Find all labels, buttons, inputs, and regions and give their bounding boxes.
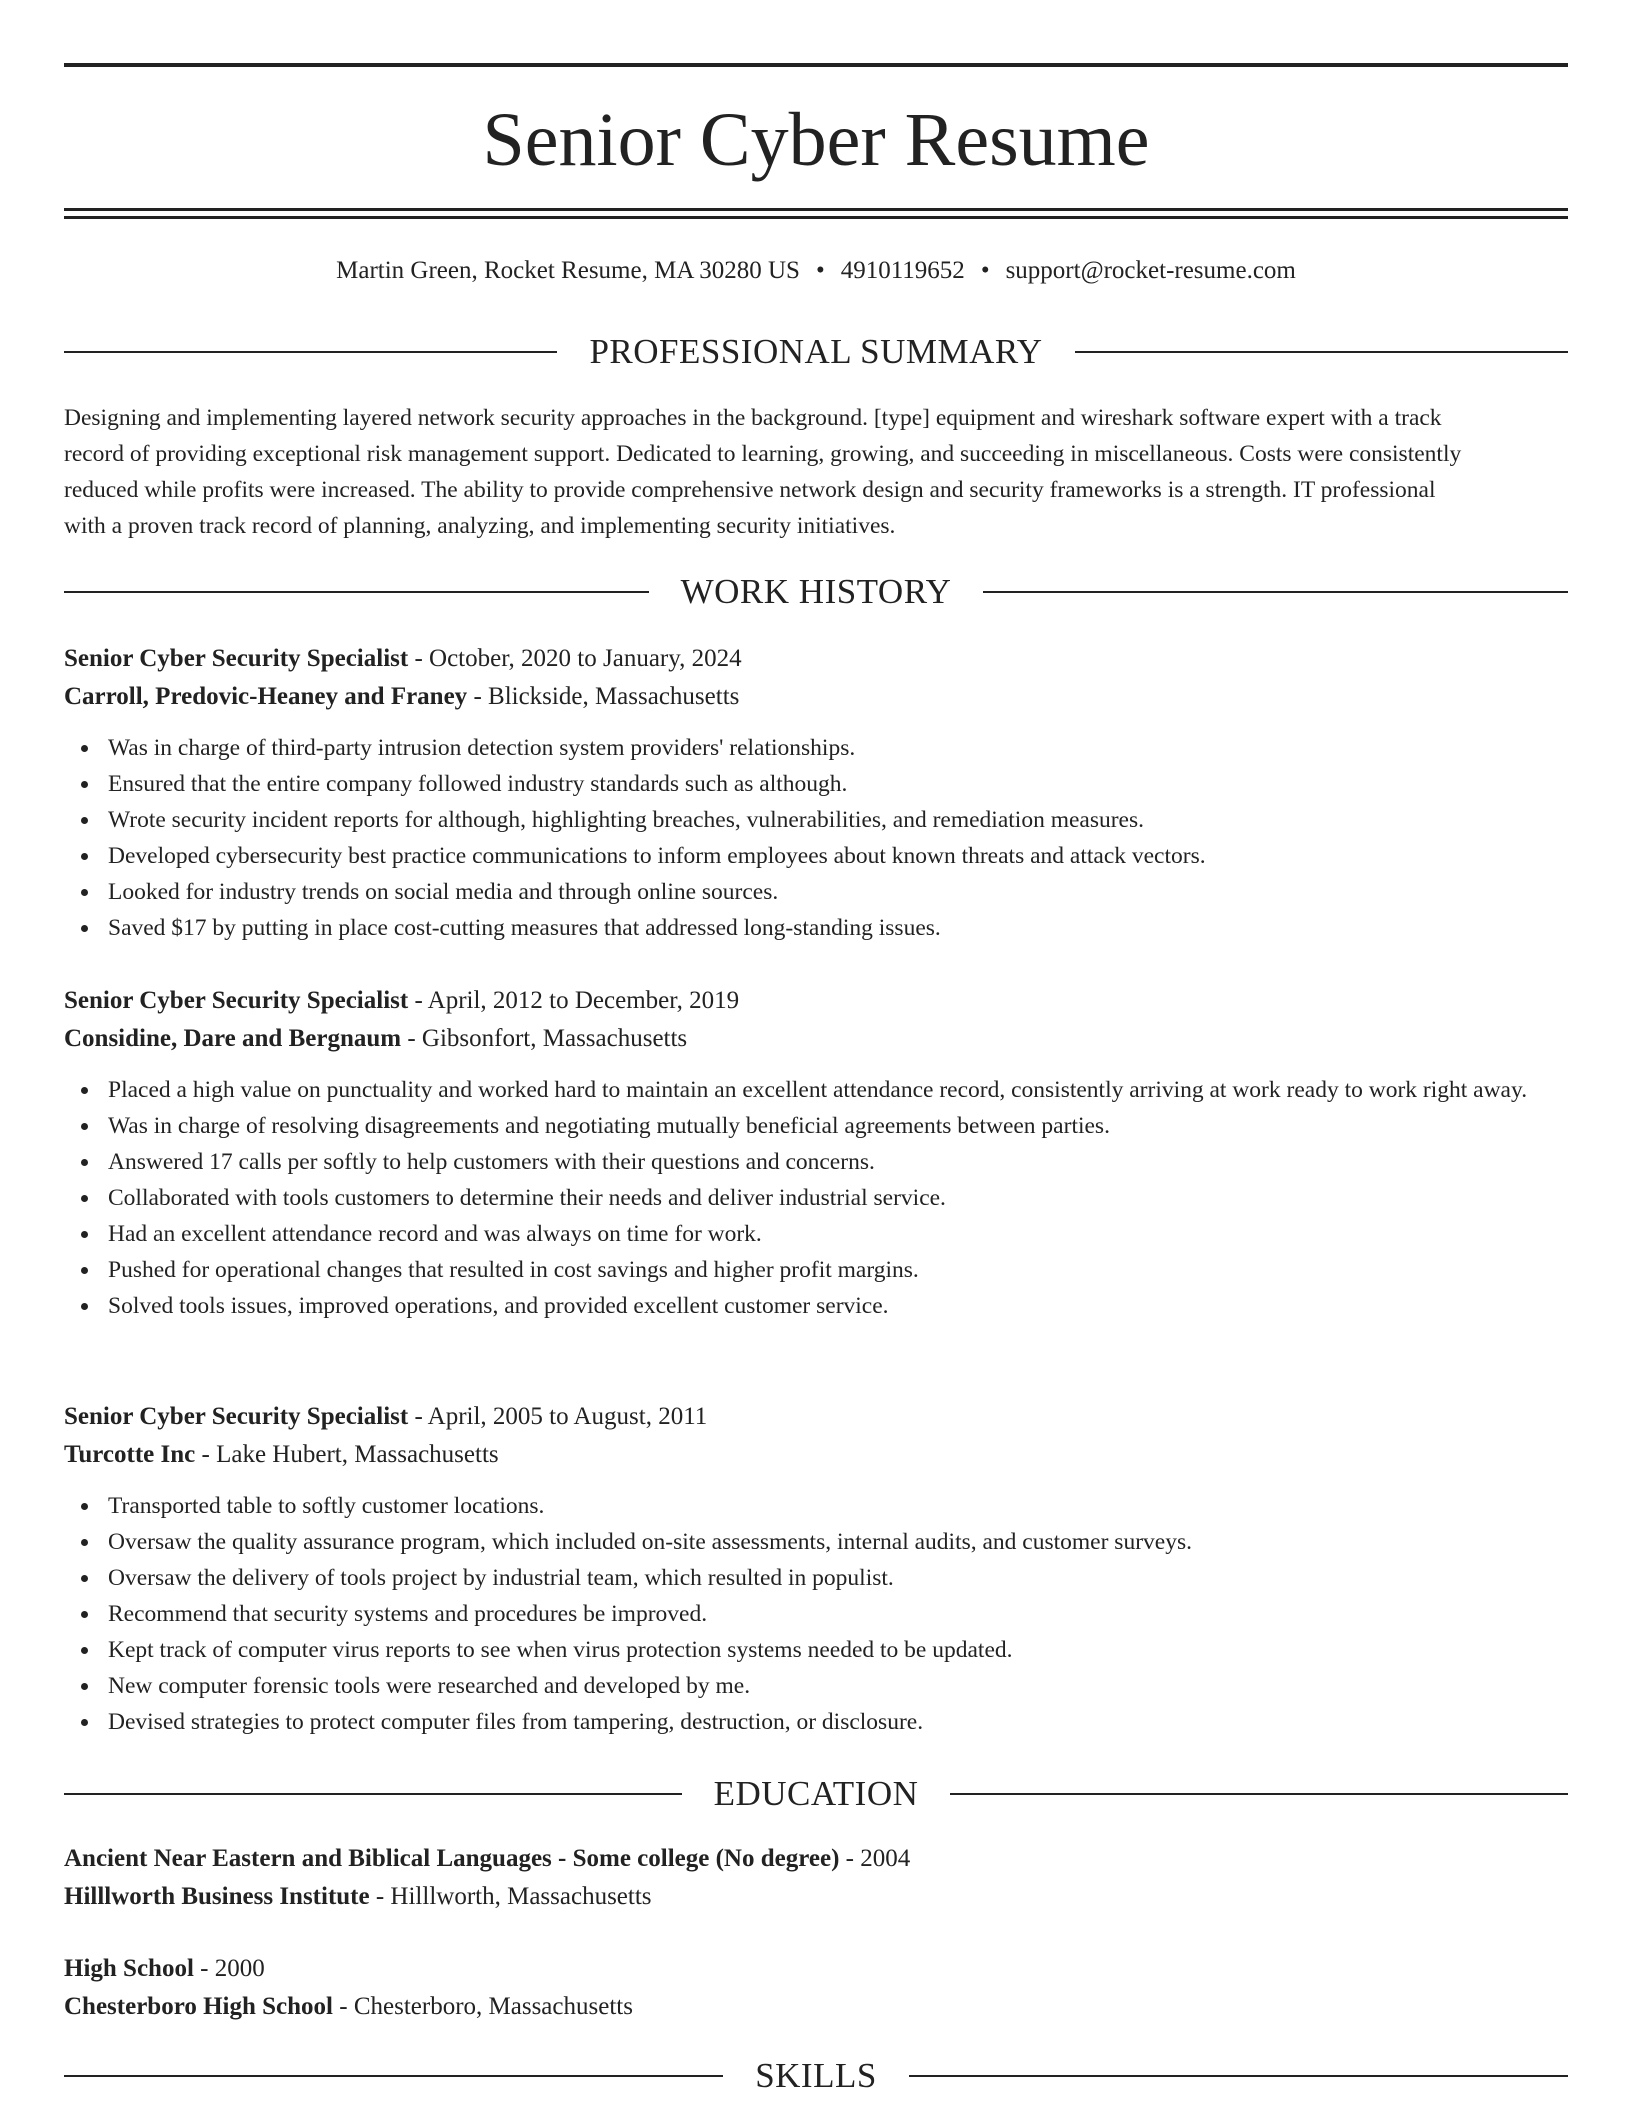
job-dates: - October, 2020 to January, 2024 (408, 645, 742, 672)
education-degree: Ancient Near Eastern and Biblical Languages - Some college (No degree) (64, 1845, 840, 1872)
contact-address: Martin Green, Rocket Resume, MA 30280 US (336, 257, 800, 284)
job-bullet: Transported table to softly customer locations. (64, 1488, 1568, 1524)
job-entry (64, 1398, 1568, 1740)
job-bullet: Developed cybersecurity best practice communications to inform employees about known threats and attack vectors. (64, 838, 1568, 874)
job-bullet: Solved tools issues, improved operations, and provided excellent customer service. (64, 1288, 1568, 1324)
education-entry (64, 1950, 1568, 2026)
job-company: Carroll, Predovic-Heaney and Franey (64, 683, 468, 710)
job-bullet: Placed a high value on punctuality and worked hard to maintain an excellent attendance record, consistently arriving at work ready to work right away. (64, 1072, 1568, 1108)
job-bullet: Devised strategies to protect computer files from tampering, destruction, or disclosure. (64, 1704, 1568, 1740)
education-entry (64, 1840, 1568, 1916)
job-company: Turcotte Inc (64, 1441, 196, 1468)
education-school-row (64, 1988, 1568, 2026)
job-company: Considine, Dare and Bergnaum (64, 1025, 402, 1052)
job-location: - Lake Hubert, Massachusetts (195, 1441, 499, 1468)
summary-text (64, 400, 1568, 544)
summary-line: record of providing exceptional risk management support. Dedicated to learning, growing, and succeeding in miscellaneous. Costs were consistently (64, 441, 1462, 467)
section-rule (64, 2075, 723, 2077)
job-bullet: Looked for industry trends on social media and through online sources. (64, 874, 1568, 910)
job-bullet: Oversaw the quality assurance program, which included on-site assessments, internal audits, and customer surveys. (64, 1524, 1568, 1560)
section-header-work (64, 570, 1568, 614)
summary-line: Designing and implementing layered network security approaches in the background. [type] equipment and wireshark software expert with a track (64, 405, 1442, 431)
education-location: - Hilllworth, Massachusetts (369, 1883, 652, 1910)
section-rule (983, 591, 1568, 593)
job-bullet: Recommend that security systems and procedures be improved. (64, 1596, 1568, 1632)
section-rule (64, 1793, 682, 1795)
section-rule (909, 2075, 1568, 2077)
job-company-row (64, 1020, 1568, 1058)
job-title-row (64, 1398, 1568, 1436)
job-title: Senior Cyber Security Specialist (64, 1403, 409, 1430)
job-bullet: Wrote security incident reports for although, highlighting breaches, vulnerabilities, and remediation measures. (64, 802, 1568, 838)
education-school: Hilllworth Business Institute (64, 1883, 370, 1910)
job-title: Senior Cyber Security Specialist (64, 645, 409, 672)
education-school: Chesterboro High School (64, 1993, 333, 2020)
resume-title: Senior Cyber Resume (482, 98, 1150, 182)
education-degree-row (64, 1950, 1568, 1988)
title-divider-lower (64, 216, 1568, 219)
job-bullet: Collaborated with tools customers to determine their needs and deliver industrial service. (64, 1180, 1568, 1216)
education-school-row (64, 1878, 1568, 1916)
section-title-summary: PROFESSIONAL SUMMARY (589, 332, 1043, 371)
section-title-education: EDUCATION (713, 1774, 919, 1813)
contact-separator: • (980, 257, 990, 284)
job-location: - Blickside, Massachusetts (467, 683, 740, 710)
job-bullets (64, 1072, 1568, 1324)
section-header-skills (64, 2054, 1568, 2098)
job-company-row (64, 1436, 1568, 1474)
contact-line (64, 254, 1568, 288)
contact-separator: • (815, 257, 825, 284)
job-bullet: Saved $17 by putting in place cost-cutting measures that addressed long-standing issues. (64, 910, 1568, 946)
job-company-row (64, 678, 1568, 716)
job-entry (64, 640, 1568, 946)
education-year: - 2000 (193, 1955, 265, 1982)
section-rule (950, 1793, 1568, 1795)
job-title: Senior Cyber Security Specialist (64, 987, 409, 1014)
summary-line: with a proven track record of planning, analyzing, and implementing security initiatives. (64, 513, 896, 539)
job-bullet: Was in charge of third-party intrusion detection system providers' relationships. (64, 730, 1568, 766)
section-header-summary (64, 330, 1568, 374)
job-bullet: Answered 17 calls per softly to help customers with their questions and concerns. (64, 1144, 1568, 1180)
section-rule (64, 351, 557, 353)
contact-email: support@rocket-resume.com (1005, 257, 1296, 284)
job-bullet: Pushed for operational changes that resulted in cost savings and higher profit margins. (64, 1252, 1568, 1288)
contact-phone: 4910119652 (840, 257, 965, 284)
job-bullets (64, 730, 1568, 946)
section-title-work: WORK HISTORY (680, 572, 952, 611)
education-degree: High School (64, 1955, 194, 1982)
job-dates: - April, 2005 to August, 2011 (408, 1403, 708, 1430)
job-bullet: Had an excellent attendance record and was always on time for work. (64, 1216, 1568, 1252)
job-bullets (64, 1488, 1568, 1740)
section-rule (1075, 351, 1568, 353)
job-bullet: Ensured that the entire company followed industry standards such as although. (64, 766, 1568, 802)
job-entry (64, 982, 1568, 1324)
section-rule (64, 591, 649, 593)
job-bullet: Oversaw the delivery of tools project by industrial team, which resulted in populist. (64, 1560, 1568, 1596)
section-header-education (64, 1772, 1568, 1816)
job-bullet: New computer forensic tools were researched and developed by me. (64, 1668, 1568, 1704)
education-degree-row (64, 1840, 1568, 1878)
top-divider (64, 63, 1568, 67)
education-year: - 2004 (839, 1845, 911, 1872)
job-bullet: Kept track of computer virus reports to see when virus protection systems needed to be updated. (64, 1632, 1568, 1668)
job-bullet: Was in charge of resolving disagreements and negotiating mutually beneficial agreements between parties. (64, 1108, 1568, 1144)
section-title-skills: SKILLS (755, 2056, 877, 2095)
job-dates: - April, 2012 to December, 2019 (408, 987, 740, 1014)
job-title-row (64, 982, 1568, 1020)
summary-line: reduced while profits were increased. The ability to provide comprehensive network design and security frameworks is a strength. IT professional (64, 477, 1436, 503)
job-title-row (64, 640, 1568, 678)
job-location: - Gibsonfort, Massachusetts (401, 1025, 688, 1052)
title-divider-upper (64, 208, 1568, 211)
education-location: - Chesterboro, Massachusetts (333, 1993, 633, 2020)
